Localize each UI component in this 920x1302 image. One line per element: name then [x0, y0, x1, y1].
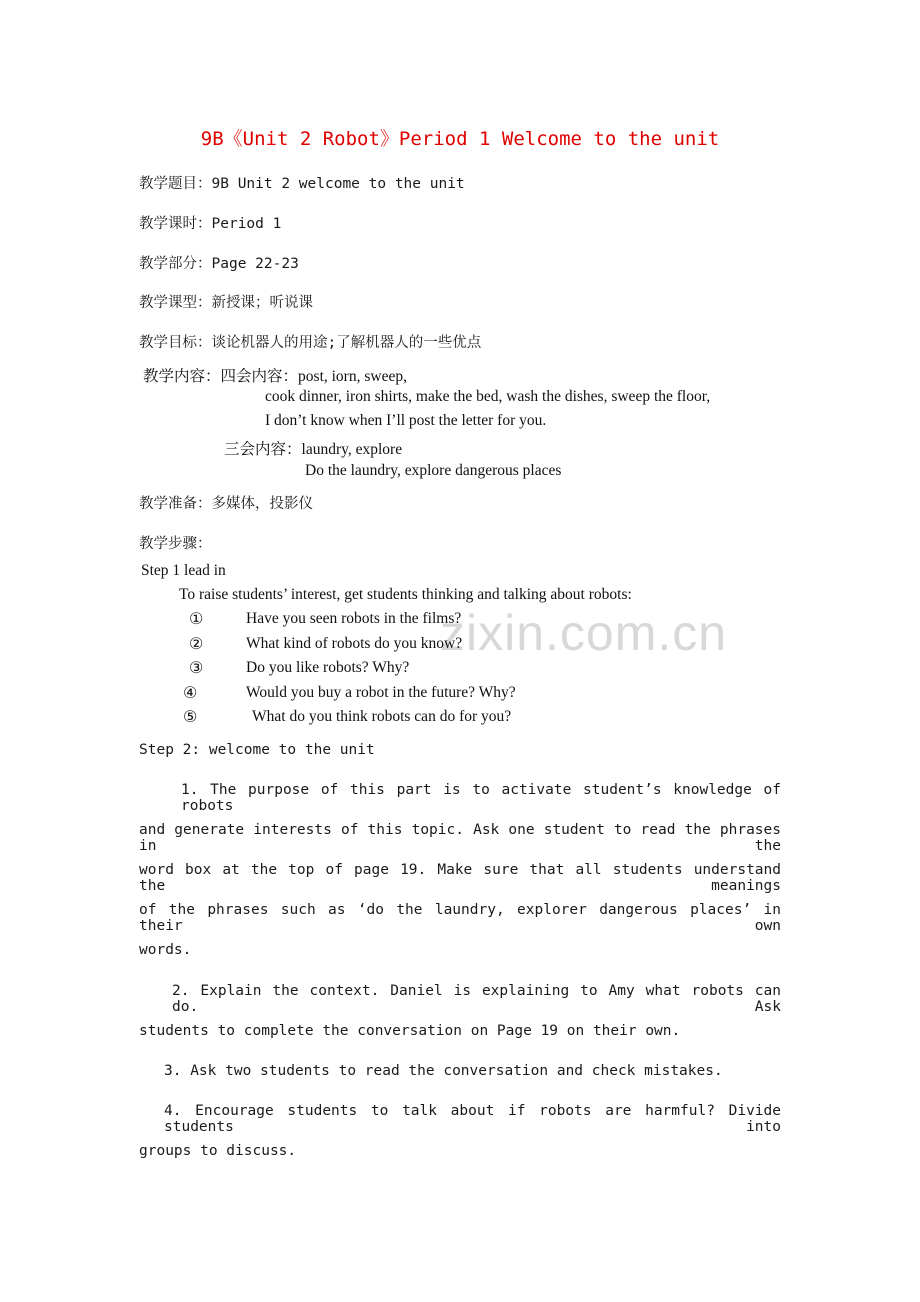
- info-type-label: 教学课型：: [139, 295, 212, 311]
- info-goal: [139, 331, 481, 352]
- content-label: 教学内容：: [143, 368, 221, 385]
- info-pages-label: 教学部分：: [139, 256, 212, 272]
- info-topic: [139, 172, 465, 193]
- question-text: What do you think robots can do for you?: [252, 708, 512, 725]
- four-line-1: post, iorn, sweep,: [298, 368, 407, 385]
- step2-p1-line5: words.: [139, 942, 192, 958]
- prep-label: 教学准备：: [139, 496, 212, 512]
- steps-label: 教学步骤：: [139, 536, 212, 552]
- three-line-1: laundry, explore: [301, 441, 403, 458]
- step2-p1-line2: and generate interests of this topic. Ask one student to read the phrases in the: [139, 822, 781, 854]
- question-text: Have you seen robots in the films?: [246, 610, 462, 627]
- step2-p2-line1: 2. Explain the context. Daniel is explaining to Amy what robots can do. Ask: [172, 983, 781, 1015]
- step2-p4-line2: groups to discuss.: [139, 1143, 297, 1159]
- step1-intro: To raise students’ interest, get students thinking and talking about robots:: [179, 586, 632, 603]
- question-number: ③: [189, 660, 204, 677]
- question-number: ②: [189, 636, 204, 653]
- question-number: ④: [183, 685, 198, 702]
- three-label: 三会内容：: [224, 441, 302, 458]
- step2-p4-line1: 4. Encourage students to talk about if robots are harmful? Divide students into: [164, 1103, 781, 1135]
- info-type: [139, 291, 313, 312]
- step1-heading: Step 1 lead in: [141, 562, 226, 579]
- info-topic-label: 教学题目：: [139, 176, 212, 192]
- info-goal-value: 谈论机器人的用途;了解机器人的一些优点: [211, 335, 482, 351]
- four-label: 四会内容：: [220, 368, 299, 385]
- info-goal-label: 教学目标：: [139, 335, 212, 351]
- info-period: [139, 212, 281, 233]
- question-number: ①: [189, 611, 204, 628]
- content-three-row: [224, 437, 402, 459]
- info-pages: [139, 252, 299, 273]
- info-period-label: 教学课时：: [139, 216, 212, 232]
- info-pages-value: Page 22-23: [211, 256, 299, 272]
- three-line-2: Do the laundry, explore dangerous places: [305, 462, 562, 479]
- step2-p1-line4: of the phrases such as ‘do the laundry, explorer dangerous places’ in their own: [139, 902, 781, 934]
- info-topic-value: 9B Unit 2 welcome to the unit: [211, 176, 465, 192]
- info-type-value: 新授课；听说课: [211, 295, 313, 311]
- question-number: ⑤: [183, 709, 198, 726]
- watermark: zixin.com.cn: [440, 605, 728, 661]
- question-text: Do you like robots? Why?: [246, 659, 410, 676]
- prep-value: 多媒体，投影仪: [211, 496, 313, 512]
- step2-heading: Step 2: welcome to the unit: [139, 742, 375, 758]
- four-line-3: I don’t know when I’ll post the letter for you.: [265, 412, 547, 429]
- four-line-2: cook dinner, iron shirts, make the bed, wash the dishes, sweep the floor,: [265, 388, 711, 405]
- step2-p2-line2: students to complete the conversation on Page 19 on their own.: [139, 1023, 681, 1039]
- prep: [139, 492, 313, 513]
- question-text: Would you buy a robot in the future? Why?: [246, 684, 516, 701]
- question-text: What kind of robots do you know?: [246, 635, 463, 652]
- step2-p1-line3: word box at the top of page 19. Make sure that all students understand the meanings: [139, 862, 781, 894]
- step2-p3: 3. Ask two students to read the conversation and check mistakes.: [164, 1063, 723, 1079]
- content-four-row: [143, 364, 407, 386]
- info-period-value: Period 1: [211, 216, 282, 232]
- page-title: 9B《Unit 2 Robot》Period 1 Welcome to the unit: [200, 128, 720, 150]
- step2-p1-line1: 1. The purpose of this part is to activate student’s knowledge of robots: [181, 782, 781, 814]
